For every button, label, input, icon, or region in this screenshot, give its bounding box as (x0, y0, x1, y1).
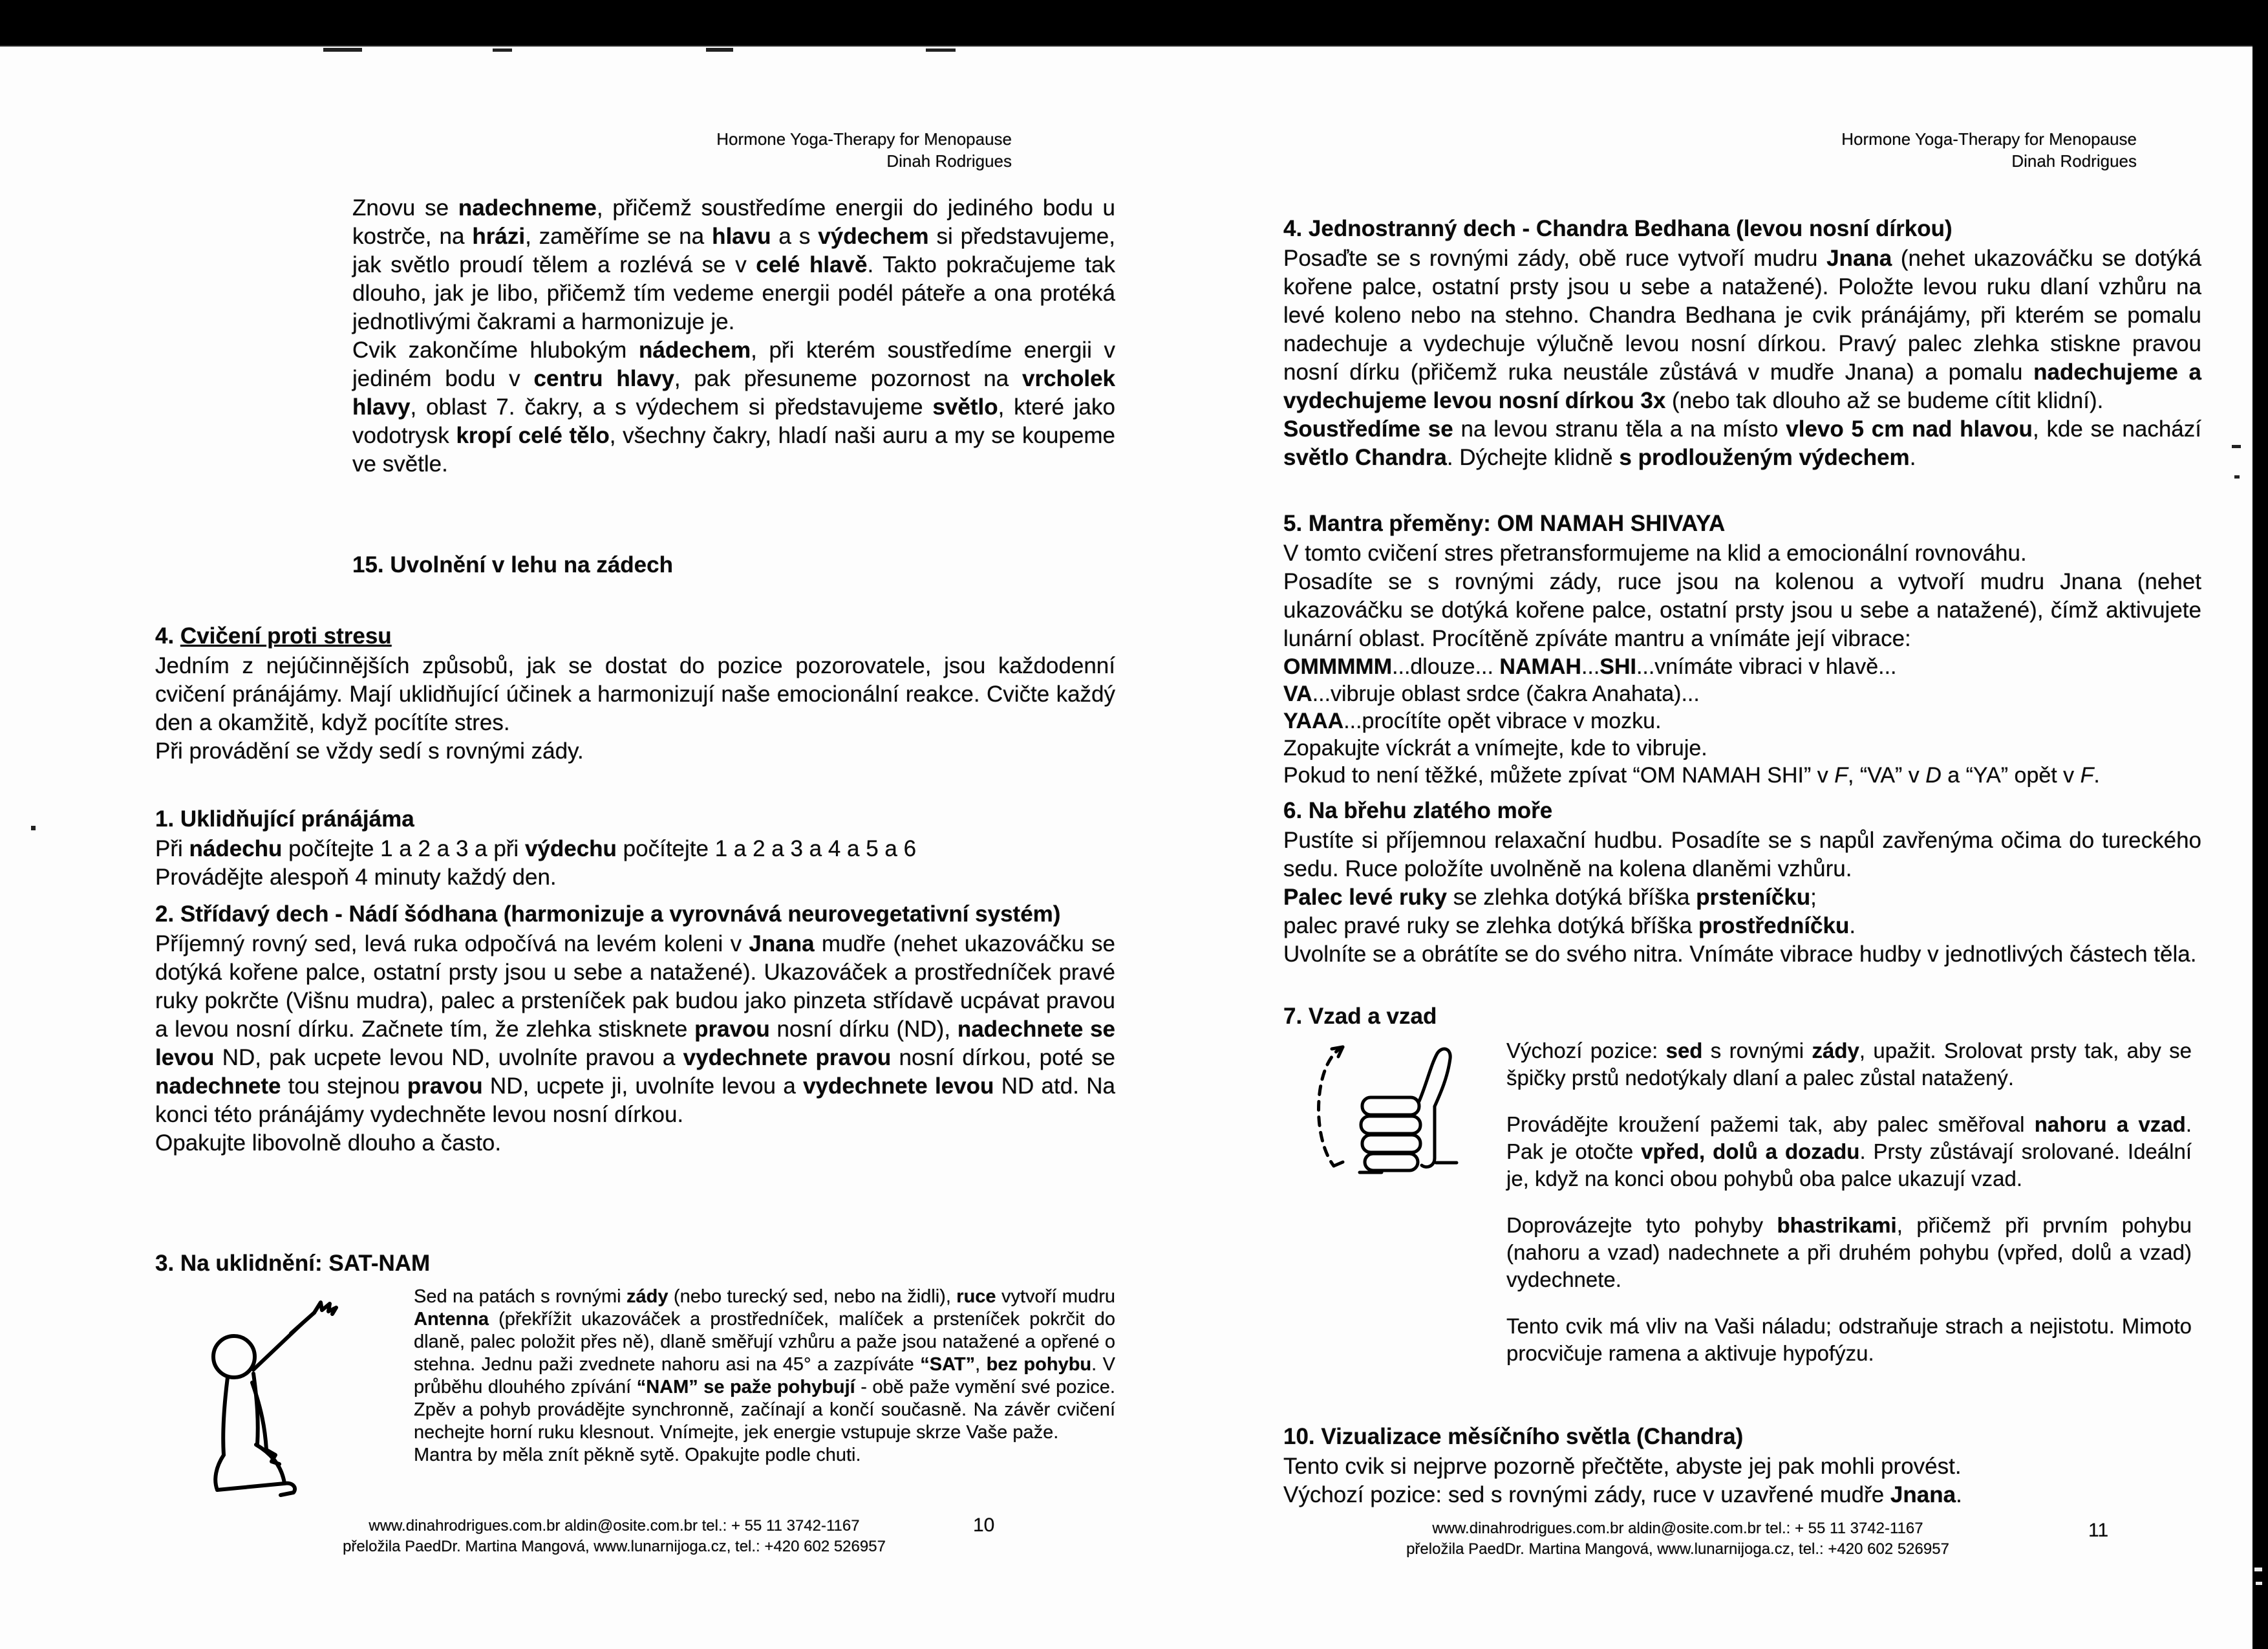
header-title: Hormone Yoga-Therapy for Menopause (1841, 129, 2137, 149)
section-heading: 2. Střídavý dech - Nádí šódhana (harmonizuje a vyrovnává neurovegetativní systém) (155, 901, 1061, 927)
section-title: Cvičení proti stresu (180, 623, 392, 649)
paragraph: Cvik zakončíme hlubokým nádechem, při kterém soustředíme energii v jediném bodu v centru hlavy, pak přesuneme pozornost na vrcholek hlavy, oblast 7. čakry, a s výdechem si představujeme světlo, které jako vodotrysk kropí celé tělo, všechny čakry, hladí naši auru a my se koupeme ve světle. (352, 338, 1115, 477)
scan-artifact (926, 48, 956, 52)
right-page-header (1283, 128, 2137, 172)
mantra-line: VA...vibruje oblast srdce (čakra Anahata)... (1283, 682, 1700, 706)
scan-artifact (493, 48, 512, 52)
footer-translator: přeložila PaedDr. Martina Mangová, www.lunarnijoga.cz, tel.: +420 602 526957 (343, 1538, 886, 1555)
scan-artifact (323, 48, 362, 52)
paragraph: Výchozí pozice: sed s rovnými zády, ruce v uzavřené mudře Jnana. (1283, 1482, 1962, 1507)
section-10-visualization (1283, 1423, 2201, 1509)
paragraph: Tento cvik má vliv na Vaši náladu; odstraňuje strach a nejistotu. Mimoto procvičuje ramena a aktivuje hypofýzu. (1506, 1314, 2192, 1365)
section-7-text (1506, 1032, 2192, 1367)
scan-artifact (31, 826, 36, 830)
footer-contact: www.dinahrodrigues.com.br aldin@osite.com.br tel.: + 55 11 3742-1167 (1432, 1520, 1923, 1537)
section-4-chandra-bedhana (1283, 215, 2201, 472)
paragraph: Při provádění se vždy sedí s rovnými zády. (155, 738, 584, 764)
section-heading: 4. Jednostranný dech - Chandra Bedhana (levou nosní dírkou) (1283, 216, 1952, 241)
section-7-vzad-a-vzad (1283, 1002, 2201, 1386)
section-heading: 10. Vizualizace měsíčního světla (Chandra) (1283, 1424, 1744, 1449)
paragraph: Posaďte se s rovnými zády, obě ruce vytvoří mudru Jnana (nehet ukazováčku se dotýká kořene palce, ostatní prsty jsou u sebe a natažené). Položte levou ruku dlaní vzhůru na levé koleno nebo na stehno. Chandra Bedhana je cvik pránájámy, při kterém se pomalu nadechuje a vydechuje výlučně levou nosní dírkou. Pravý palec zlehka stiskne pravou nosní dírku (přičemž ruka neustále zůstává v mudře Jnana) a pomalu nadechujeme a vydechujeme levou nosní dírkou 3x (nebo tak dlouho až se budeme cítit klidní). (1283, 246, 2201, 413)
header-author: Dinah Rodrigues (2011, 151, 2137, 171)
paragraph: Soustředíme se na levou stranu těla a na místo vlevo 5 cm nad hlavou, kde se nachází světlo Chandra. Dýchejte klidně s prodlouženým výdechem. (1283, 416, 2202, 470)
section-number: 4. (155, 623, 180, 649)
kneeling-person-icon (191, 1293, 365, 1500)
right-page-footer (1225, 1518, 2130, 1560)
thumbs-up-hand-icon (1303, 1038, 1464, 1190)
paragraph: Opakujte libovolně dlouho a často. (155, 1130, 502, 1156)
paragraph: Sed na patách s rovnými zády (nebo turecký sed, nebo na židli), ruce vytvoří mudru Antenna (překřížit ukazováček a prostředníček, malíček a prsteníček pokrčit do dlaně, palec položit přes ně), dlaně směřují vzhůru a paže jsou natažené a opřené o stehna. Jednu paži zvednete nahoru asi na 45° a zazpíváte “SAT”, bez pohybu. V průběhu dlouhého zpívání “NAM” se paže pohybují - obě paže vymění své pozice. Zpěv a pohyb provádějte synchronně, začínají a končí současně. Na závěr cvičení nechejte horní ruku klesnout. Vnímejte, jek energie vstupuje skrze Vaše paže. (414, 1286, 1115, 1443)
paragraph: Při nádechu počítejte 1 a 2 a 3 a při výdechu počítejte 1 a 2 a 3 a 4 a 5 a 6 (155, 836, 917, 861)
mantra-line: YAAA...procítíte opět vibrace v mozku. (1283, 709, 1662, 733)
scan-artifact (706, 48, 733, 52)
paragraph: Mantra by měla znít pěkně sytě. Opakujte podle chuti. (414, 1445, 861, 1465)
paragraph: Uvolníte se a obrátíte se do svého nitra. Vnímáte vibrace hudby v jednotlivých částech těla. (1283, 942, 2197, 967)
section-heading (155, 622, 1115, 651)
section-4-stress (155, 622, 1115, 766)
paragraph: Provádějte alespoň 4 minuty každý den. (155, 865, 557, 890)
scan-artifact (2254, 1568, 2262, 1571)
section-5-mantra (1283, 510, 2201, 789)
left-intro-block (352, 194, 1115, 479)
paragraph: Pustíte si příjemnou relaxační hudbu. Posadíte se s napůl zavřenýma očima do tureckého sedu. Ruce položíte uvolněně na kolena dlaněmi vzhůru. (1283, 828, 2201, 881)
section-1-pranayama (155, 805, 1115, 892)
section-heading: 1. Uklidňující pránájáma (155, 806, 414, 832)
section-3-sat-nam (155, 1249, 1115, 1467)
header-title: Hormone Yoga-Therapy for Menopause (716, 129, 1012, 149)
paragraph: V tomto cvičení stres přetransformujeme na klid a emocionální rovnováhu. (1283, 541, 2027, 566)
paragraph: Tento cvik si nejprve pozorně přečtěte, abyste jej pak mohli provést. (1283, 1454, 1962, 1479)
page-number: 10 (973, 1514, 995, 1536)
paragraph: palec pravé ruky se zlehka dotýká bříška prostředníčku. (1283, 913, 1856, 938)
scan-artifact (2256, 1582, 2262, 1585)
page-number: 11 (2088, 1520, 2109, 1541)
paragraph: Provádějte kroužení pažemi tak, aby palec směřoval nahoru a vzad. Pak je otočte vpřed, dolů a dozadu. Prsty zůstávají srolované. Ideální je, když na konci obou pohybů oba palce ukazují vzad. (1506, 1112, 2192, 1191)
left-page-footer (155, 1516, 1073, 1557)
sat-nam-figure (191, 1293, 365, 1500)
mantra-line: Pokud to není těžké, můžete zpívat “OM NAMAH SHI” v F, “VA” v D a “YA” opět v F. (1283, 763, 2100, 788)
section-3-text (414, 1279, 1115, 1467)
mantra-line: OMMMMM...dlouze... NAMAH...SHI...vnímáte vibraci v hlavě... (1283, 654, 1897, 679)
section-heading: 3. Na uklidnění: SAT-NAM (155, 1251, 431, 1276)
left-page-header (155, 128, 1012, 172)
section-15-heading: 15. Uvolnění v lehu na zádech (352, 552, 673, 577)
section-heading: 7. Vzad a vzad (1283, 1004, 1437, 1029)
header-author: Dinah Rodrigues (886, 151, 1012, 171)
scan-border-edge (0, 45, 2252, 47)
scan-artifact (2232, 445, 2241, 448)
footer-translator: přeložila PaedDr. Martina Mangová, www.lunarnijoga.cz, tel.: +420 602 526957 (1406, 1540, 1949, 1558)
paragraph: Znovu se nadechneme, přičemž soustředíme energii do jediného bodu u kostrče, na hrázi, zaměříme se na hlavu a s výdechem si představujeme, jak světlo proudí tělem a rozlévá se v celé hlavě. Takto pokračujeme tak dlouho, jak je libo, přičemž tím vedeme energii podél páteře a ona protéká jednotlivými čakrami a harmonizuje je. (352, 195, 1115, 334)
paragraph: Palec levé ruky se zlehka dotýká bříška prsteníčku; (1283, 885, 1817, 910)
section-heading: 5. Mantra přeměny: OM NAMAH SHIVAYA (1283, 511, 1726, 536)
scan-border-top (0, 0, 2268, 47)
paragraph: Příjemný rovný sed, levá ruka odpočívá na levém koleni v Jnana mudře (nehet ukazováčku se dotýká kořene palce, ostatní prsty jsou u sebe a natažené). Ukazováček a prostředníček pravé ruky pokrčte (Višnu mudra), palec a prsteníček pak budou jako pinzeta střídavě ucpávat pravou a levou nosní dírku. Začnete tím, že zlehka stisknete pravou nosní dírku (ND), nadechnete se levou ND, pak ucpete levou ND, uvolníte pravou a vydechnete pravou nosní dírkou, poté se nadechnete tou stejnou pravou ND, ucpete ji, uvolníte levou a vydechnete levou ND atd. Na konci této pránájámy vydechněte levou nosní dírkou. (155, 931, 1116, 1127)
scan-border-right (2252, 0, 2268, 1649)
footer-contact: www.dinahrodrigues.com.br aldin@osite.com.br tel.: + 55 11 3742-1167 (369, 1517, 860, 1535)
paragraph: Výchozí pozice: sed s rovnými zády, upažit. Srolovat prsty tak, aby se špičky prstů nedotýkaly dlaní a palec zůstal natažený. (1506, 1039, 2192, 1090)
paragraph: Jedním z nejúčinnějších způsobů, jak se dostat do pozice pozorovatele, jsou každodenní cvičení pránájámy. Mají uklidňující účinek a harmonizují naše emocionální reakce. Cvičte každý den a okamžitě, když pocítíte stres. (155, 653, 1115, 735)
paragraph: Doprovázejte tyto pohyby bhastrikami, přičemž při prvním pohybu (nahoru a vzad) nadechnete a při druhém pohybu (vpřed, dolů a vzad) vydechnete. (1506, 1213, 2192, 1291)
thumb-rotation-figure (1303, 1038, 1464, 1190)
mantra-line: Zopakujte víckrát a vnímejte, kde to vibruje. (1283, 736, 1707, 760)
paragraph: Posadíte se s rovnými zády, ruce jsou na kolenou a vytvoří mudru Jnana (nehet ukazováčku se dotýká kořene palce, ostatní prsty jsou u sebe a natažené), čímž aktivujete lunární oblast. Procítěně zpíváte mantru a vnímáte její vibrace: (1283, 569, 2201, 651)
section-6-golden-sea (1283, 797, 2201, 969)
scan-artifact (2234, 475, 2240, 479)
section-2-nadi-shodhana (155, 900, 1115, 1158)
section-heading: 6. Na břehu zlatého moře (1283, 798, 1553, 823)
